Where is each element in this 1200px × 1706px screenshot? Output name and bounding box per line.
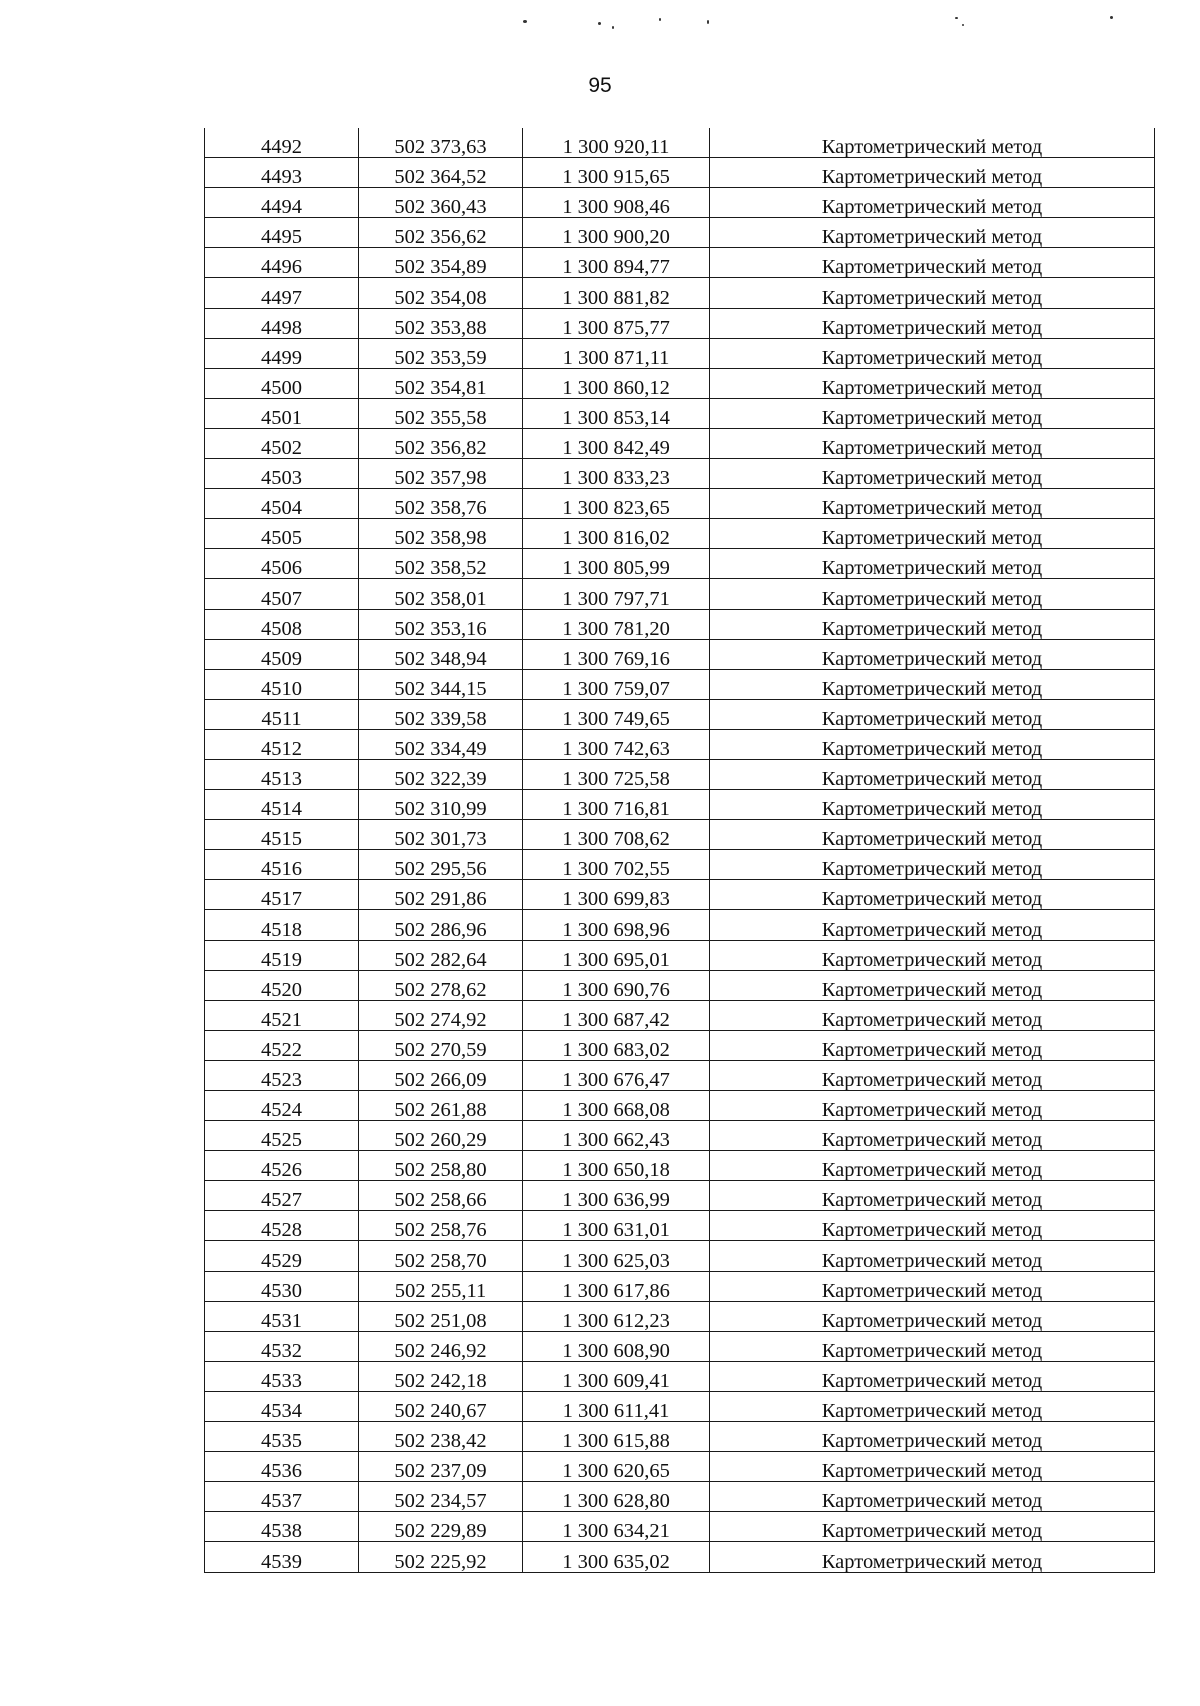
x-coordinate-cell: 502 360,43: [359, 188, 523, 218]
table-row: [205, 699, 1155, 729]
x-coordinate-cell: 502 237,09: [359, 1452, 523, 1482]
method-cell: Картометрический метод: [710, 1121, 1155, 1151]
point-number-cell: 4531: [205, 1301, 359, 1331]
scan-artifacts: [0, 14, 1200, 44]
point-number-cell: 4522: [205, 1030, 359, 1060]
method-cell: Картометрический метод: [710, 820, 1155, 850]
point-number-cell: 4530: [205, 1271, 359, 1301]
table-row: [205, 970, 1155, 1000]
point-number-cell: 4525: [205, 1121, 359, 1151]
method-cell: Картометрический метод: [710, 158, 1155, 188]
point-number-cell: 4516: [205, 850, 359, 880]
method-cell: Картометрический метод: [710, 790, 1155, 820]
method-cell: Картометрический метод: [710, 1301, 1155, 1331]
x-coordinate-cell: 502 301,73: [359, 820, 523, 850]
method-cell: Картометрический метод: [710, 1422, 1155, 1452]
point-number-cell: 4537: [205, 1482, 359, 1512]
y-coordinate-cell: 1 300 716,81: [523, 790, 710, 820]
table-row: [205, 1151, 1155, 1181]
x-coordinate-cell: 502 238,42: [359, 1422, 523, 1452]
x-coordinate-cell: 502 354,89: [359, 248, 523, 278]
table-row: [205, 519, 1155, 549]
x-coordinate-cell: 502 286,96: [359, 910, 523, 940]
point-number-cell: 4498: [205, 308, 359, 338]
y-coordinate-cell: 1 300 699,83: [523, 880, 710, 910]
x-coordinate-cell: 502 258,80: [359, 1151, 523, 1181]
table-row: [205, 579, 1155, 609]
table-row: [205, 489, 1155, 519]
x-coordinate-cell: 502 258,70: [359, 1241, 523, 1271]
table-row: [205, 1391, 1155, 1421]
x-coordinate-cell: 502 274,92: [359, 1000, 523, 1030]
page-number: 95: [588, 74, 612, 97]
point-number-cell: 4528: [205, 1211, 359, 1241]
point-number-cell: 4535: [205, 1422, 359, 1452]
table-row: [205, 1121, 1155, 1151]
method-cell: Картометрический метод: [710, 1060, 1155, 1090]
table-row: [205, 1000, 1155, 1030]
y-coordinate-cell: 1 300 823,65: [523, 489, 710, 519]
method-cell: Картометрический метод: [710, 1030, 1155, 1060]
table-row: [205, 759, 1155, 789]
y-coordinate-cell: 1 300 608,90: [523, 1331, 710, 1361]
x-coordinate-cell: 502 344,15: [359, 669, 523, 699]
y-coordinate-cell: 1 300 860,12: [523, 368, 710, 398]
method-cell: Картометрический метод: [710, 609, 1155, 639]
y-coordinate-cell: 1 300 759,07: [523, 669, 710, 699]
table-row: [205, 188, 1155, 218]
x-coordinate-cell: 502 255,11: [359, 1271, 523, 1301]
x-coordinate-cell: 502 234,57: [359, 1482, 523, 1512]
table-row: [205, 1542, 1155, 1572]
method-cell: Картометрический метод: [710, 1512, 1155, 1542]
method-cell: Картометрический метод: [710, 188, 1155, 218]
x-coordinate-cell: 502 310,99: [359, 790, 523, 820]
y-coordinate-cell: 1 300 881,82: [523, 278, 710, 308]
table-row: [205, 1030, 1155, 1060]
method-cell: Картометрический метод: [710, 729, 1155, 759]
point-number-cell: 4517: [205, 880, 359, 910]
point-number-cell: 4529: [205, 1241, 359, 1271]
x-coordinate-cell: 502 270,59: [359, 1030, 523, 1060]
point-number-cell: 4515: [205, 820, 359, 850]
point-number-cell: 4539: [205, 1542, 359, 1572]
table-row: [205, 459, 1155, 489]
table-row: [205, 850, 1155, 880]
method-cell: Картометрический метод: [710, 1542, 1155, 1572]
y-coordinate-cell: 1 300 687,42: [523, 1000, 710, 1030]
point-number-cell: 4521: [205, 1000, 359, 1030]
table-row: [205, 368, 1155, 398]
point-number-cell: 4536: [205, 1452, 359, 1482]
y-coordinate-cell: 1 300 628,80: [523, 1482, 710, 1512]
table-row: [205, 158, 1155, 188]
y-coordinate-cell: 1 300 749,65: [523, 699, 710, 729]
x-coordinate-cell: 502 357,98: [359, 459, 523, 489]
x-coordinate-cell: 502 353,59: [359, 338, 523, 368]
y-coordinate-cell: 1 300 702,55: [523, 850, 710, 880]
table-row: [205, 940, 1155, 970]
y-coordinate-cell: 1 300 781,20: [523, 609, 710, 639]
method-cell: Картометрический метод: [710, 459, 1155, 489]
method-cell: Картометрический метод: [710, 759, 1155, 789]
point-number-cell: 4499: [205, 338, 359, 368]
table-row: [205, 790, 1155, 820]
y-coordinate-cell: 1 300 690,76: [523, 970, 710, 1000]
point-number-cell: 4495: [205, 218, 359, 248]
method-cell: Картометрический метод: [710, 1482, 1155, 1512]
x-coordinate-cell: 502 356,82: [359, 428, 523, 458]
x-coordinate-cell: 502 356,62: [359, 218, 523, 248]
x-coordinate-cell: 502 258,76: [359, 1211, 523, 1241]
x-coordinate-cell: 502 364,52: [359, 158, 523, 188]
method-cell: Картометрический метод: [710, 218, 1155, 248]
coordinates-table-body: [205, 128, 1155, 1572]
method-cell: Картометрический метод: [710, 579, 1155, 609]
x-coordinate-cell: 502 260,29: [359, 1121, 523, 1151]
x-coordinate-cell: 502 278,62: [359, 970, 523, 1000]
method-cell: Картометрический метод: [710, 1091, 1155, 1121]
x-coordinate-cell: 502 334,49: [359, 729, 523, 759]
table-row: [205, 1181, 1155, 1211]
point-number-cell: 4505: [205, 519, 359, 549]
point-number-cell: 4523: [205, 1060, 359, 1090]
x-coordinate-cell: 502 355,58: [359, 398, 523, 428]
table-row: [205, 278, 1155, 308]
table-row: [205, 639, 1155, 669]
y-coordinate-cell: 1 300 742,63: [523, 729, 710, 759]
y-coordinate-cell: 1 300 805,99: [523, 549, 710, 579]
point-number-cell: 4519: [205, 940, 359, 970]
x-coordinate-cell: 502 353,16: [359, 609, 523, 639]
point-number-cell: 4511: [205, 699, 359, 729]
x-coordinate-cell: 502 225,92: [359, 1542, 523, 1572]
x-coordinate-cell: 502 295,56: [359, 850, 523, 880]
y-coordinate-cell: 1 300 900,20: [523, 218, 710, 248]
x-coordinate-cell: 502 358,01: [359, 579, 523, 609]
y-coordinate-cell: 1 300 708,62: [523, 820, 710, 850]
method-cell: Картометрический метод: [710, 850, 1155, 880]
x-coordinate-cell: 502 282,64: [359, 940, 523, 970]
y-coordinate-cell: 1 300 612,23: [523, 1301, 710, 1331]
table-row: [205, 1060, 1155, 1090]
table-row: [205, 1452, 1155, 1482]
point-number-cell: 4534: [205, 1391, 359, 1421]
point-number-cell: 4506: [205, 549, 359, 579]
point-number-cell: 4507: [205, 579, 359, 609]
x-coordinate-cell: 502 348,94: [359, 639, 523, 669]
table-row: [205, 1091, 1155, 1121]
x-coordinate-cell: 502 291,86: [359, 880, 523, 910]
method-cell: Картометрический метод: [710, 248, 1155, 278]
method-cell: Картометрический метод: [710, 699, 1155, 729]
method-cell: Картометрический метод: [710, 1391, 1155, 1421]
method-cell: Картометрический метод: [710, 338, 1155, 368]
method-cell: Картометрический метод: [710, 489, 1155, 519]
table-row: [205, 338, 1155, 368]
point-number-cell: 4497: [205, 278, 359, 308]
y-coordinate-cell: 1 300 875,77: [523, 308, 710, 338]
y-coordinate-cell: 1 300 617,86: [523, 1271, 710, 1301]
method-cell: Картометрический метод: [710, 880, 1155, 910]
point-number-cell: 4526: [205, 1151, 359, 1181]
method-cell: Картометрический метод: [710, 970, 1155, 1000]
y-coordinate-cell: 1 300 625,03: [523, 1241, 710, 1271]
y-coordinate-cell: 1 300 609,41: [523, 1361, 710, 1391]
table-row: [205, 218, 1155, 248]
x-coordinate-cell: 502 373,63: [359, 128, 523, 158]
table-row: [205, 1512, 1155, 1542]
y-coordinate-cell: 1 300 853,14: [523, 398, 710, 428]
y-coordinate-cell: 1 300 698,96: [523, 910, 710, 940]
point-number-cell: 4502: [205, 428, 359, 458]
table-row: [205, 910, 1155, 940]
method-cell: Картометрический метод: [710, 1241, 1155, 1271]
y-coordinate-cell: 1 300 894,77: [523, 248, 710, 278]
y-coordinate-cell: 1 300 695,01: [523, 940, 710, 970]
point-number-cell: 4500: [205, 368, 359, 398]
method-cell: Картометрический метод: [710, 910, 1155, 940]
table-row: [205, 609, 1155, 639]
x-coordinate-cell: 502 240,67: [359, 1391, 523, 1421]
x-coordinate-cell: 502 354,81: [359, 368, 523, 398]
table-row: [205, 880, 1155, 910]
point-number-cell: 4509: [205, 639, 359, 669]
y-coordinate-cell: 1 300 725,58: [523, 759, 710, 789]
table-row: [205, 549, 1155, 579]
method-cell: Картометрический метод: [710, 1000, 1155, 1030]
y-coordinate-cell: 1 300 676,47: [523, 1060, 710, 1090]
x-coordinate-cell: 502 261,88: [359, 1091, 523, 1121]
y-coordinate-cell: 1 300 636,99: [523, 1181, 710, 1211]
table-row: [205, 1211, 1155, 1241]
y-coordinate-cell: 1 300 631,01: [523, 1211, 710, 1241]
x-coordinate-cell: 502 322,39: [359, 759, 523, 789]
point-number-cell: 4504: [205, 489, 359, 519]
y-coordinate-cell: 1 300 833,23: [523, 459, 710, 489]
method-cell: Картометрический метод: [710, 549, 1155, 579]
point-number-cell: 4532: [205, 1331, 359, 1361]
x-coordinate-cell: 502 258,66: [359, 1181, 523, 1211]
point-number-cell: 4492: [205, 128, 359, 158]
x-coordinate-cell: 502 358,98: [359, 519, 523, 549]
method-cell: Картометрический метод: [710, 1452, 1155, 1482]
point-number-cell: 4527: [205, 1181, 359, 1211]
y-coordinate-cell: 1 300 920,11: [523, 128, 710, 158]
x-coordinate-cell: 502 246,92: [359, 1331, 523, 1361]
table-row: [205, 428, 1155, 458]
x-coordinate-cell: 502 339,58: [359, 699, 523, 729]
table-row: [205, 128, 1155, 158]
point-number-cell: 4518: [205, 910, 359, 940]
y-coordinate-cell: 1 300 620,65: [523, 1452, 710, 1482]
point-number-cell: 4533: [205, 1361, 359, 1391]
method-cell: Картометрический метод: [710, 308, 1155, 338]
table-row: [205, 1271, 1155, 1301]
x-coordinate-cell: 502 229,89: [359, 1512, 523, 1542]
x-coordinate-cell: 502 251,08: [359, 1301, 523, 1331]
y-coordinate-cell: 1 300 816,02: [523, 519, 710, 549]
point-number-cell: 4503: [205, 459, 359, 489]
method-cell: Картометрический метод: [710, 368, 1155, 398]
method-cell: Картометрический метод: [710, 278, 1155, 308]
method-cell: Картометрический метод: [710, 398, 1155, 428]
method-cell: Картометрический метод: [710, 519, 1155, 549]
x-coordinate-cell: 502 358,52: [359, 549, 523, 579]
x-coordinate-cell: 502 242,18: [359, 1361, 523, 1391]
point-number-cell: 4520: [205, 970, 359, 1000]
method-cell: Картометрический метод: [710, 1331, 1155, 1361]
point-number-cell: 4494: [205, 188, 359, 218]
method-cell: Картометрический метод: [710, 428, 1155, 458]
table-row: [205, 308, 1155, 338]
table-row: [205, 248, 1155, 278]
method-cell: Картометрический метод: [710, 1271, 1155, 1301]
table-row: [205, 1361, 1155, 1391]
method-cell: Картометрический метод: [710, 1151, 1155, 1181]
table-row: [205, 1301, 1155, 1331]
table-row: [205, 1482, 1155, 1512]
method-cell: Картометрический метод: [710, 669, 1155, 699]
y-coordinate-cell: 1 300 611,41: [523, 1391, 710, 1421]
point-number-cell: 4496: [205, 248, 359, 278]
table-row: [205, 398, 1155, 428]
x-coordinate-cell: 502 353,88: [359, 308, 523, 338]
table-row: [205, 1422, 1155, 1452]
point-number-cell: 4524: [205, 1091, 359, 1121]
point-number-cell: 4538: [205, 1512, 359, 1542]
point-number-cell: 4508: [205, 609, 359, 639]
method-cell: Картометрический метод: [710, 1211, 1155, 1241]
point-number-cell: 4513: [205, 759, 359, 789]
table-row: [205, 1331, 1155, 1361]
x-coordinate-cell: 502 354,08: [359, 278, 523, 308]
y-coordinate-cell: 1 300 915,65: [523, 158, 710, 188]
coordinates-table: [204, 128, 1155, 1573]
point-number-cell: 4501: [205, 398, 359, 428]
method-cell: Картометрический метод: [710, 128, 1155, 158]
table-row: [205, 1241, 1155, 1271]
y-coordinate-cell: 1 300 769,16: [523, 639, 710, 669]
table-row: [205, 729, 1155, 759]
point-number-cell: 4510: [205, 669, 359, 699]
point-number-cell: 4493: [205, 158, 359, 188]
y-coordinate-cell: 1 300 635,02: [523, 1542, 710, 1572]
y-coordinate-cell: 1 300 615,88: [523, 1422, 710, 1452]
y-coordinate-cell: 1 300 683,02: [523, 1030, 710, 1060]
y-coordinate-cell: 1 300 650,18: [523, 1151, 710, 1181]
y-coordinate-cell: 1 300 871,11: [523, 338, 710, 368]
x-coordinate-cell: 502 266,09: [359, 1060, 523, 1090]
method-cell: Картометрический метод: [710, 1181, 1155, 1211]
table-row: [205, 669, 1155, 699]
y-coordinate-cell: 1 300 908,46: [523, 188, 710, 218]
x-coordinate-cell: 502 358,76: [359, 489, 523, 519]
method-cell: Картометрический метод: [710, 639, 1155, 669]
y-coordinate-cell: 1 300 797,71: [523, 579, 710, 609]
point-number-cell: 4512: [205, 729, 359, 759]
y-coordinate-cell: 1 300 662,43: [523, 1121, 710, 1151]
method-cell: Картометрический метод: [710, 1361, 1155, 1391]
y-coordinate-cell: 1 300 668,08: [523, 1091, 710, 1121]
y-coordinate-cell: 1 300 634,21: [523, 1512, 710, 1542]
point-number-cell: 4514: [205, 790, 359, 820]
table-row: [205, 820, 1155, 850]
method-cell: Картометрический метод: [710, 940, 1155, 970]
y-coordinate-cell: 1 300 842,49: [523, 428, 710, 458]
